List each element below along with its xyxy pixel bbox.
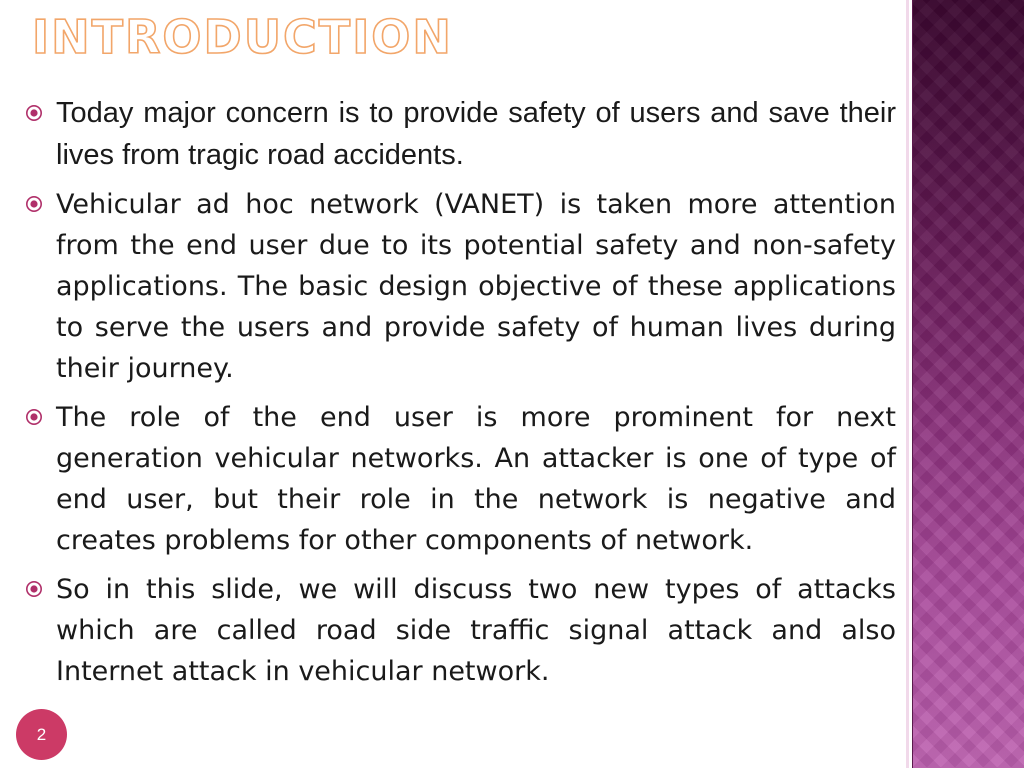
bullet-text: Vehicular ad hoc network (VANET) is taken more attention from the end user due to its potential safety and non-safety applications. The basic design objective of these applications to serve the users and provide safety of human lives during their journey. [56, 189, 896, 384]
page-number-badge [16, 709, 67, 760]
circled-dot-icon [25, 195, 43, 213]
slide-title: INTRODUCTION [32, 10, 453, 64]
circled-dot-icon [25, 580, 43, 598]
bullet-item [24, 569, 896, 692]
bullet-item [24, 92, 896, 176]
circled-dot-icon [25, 104, 43, 122]
bullet-text: The role of the end user is more prominent for next generation vehicular networks. An attacker is one of type of end user, but their role in the network is negative and creates problems for other components of network. [56, 402, 896, 556]
bullet-item [24, 397, 896, 561]
decorative-sidebar [912, 0, 1024, 768]
bullet-text: So in this slide, we will discuss two new types of attacks which are called road side traffic signal attack and also Internet attack in vehicular network. [56, 574, 896, 687]
bullet-item [24, 184, 896, 389]
sidebar-divider [906, 0, 909, 768]
page-number: 2 [36, 724, 47, 744]
circled-dot-icon [25, 408, 43, 426]
bullet-text: Today major concern is to provide safety of users and save their lives from tragic road accidents. [56, 97, 896, 171]
bullet-list [24, 92, 896, 700]
